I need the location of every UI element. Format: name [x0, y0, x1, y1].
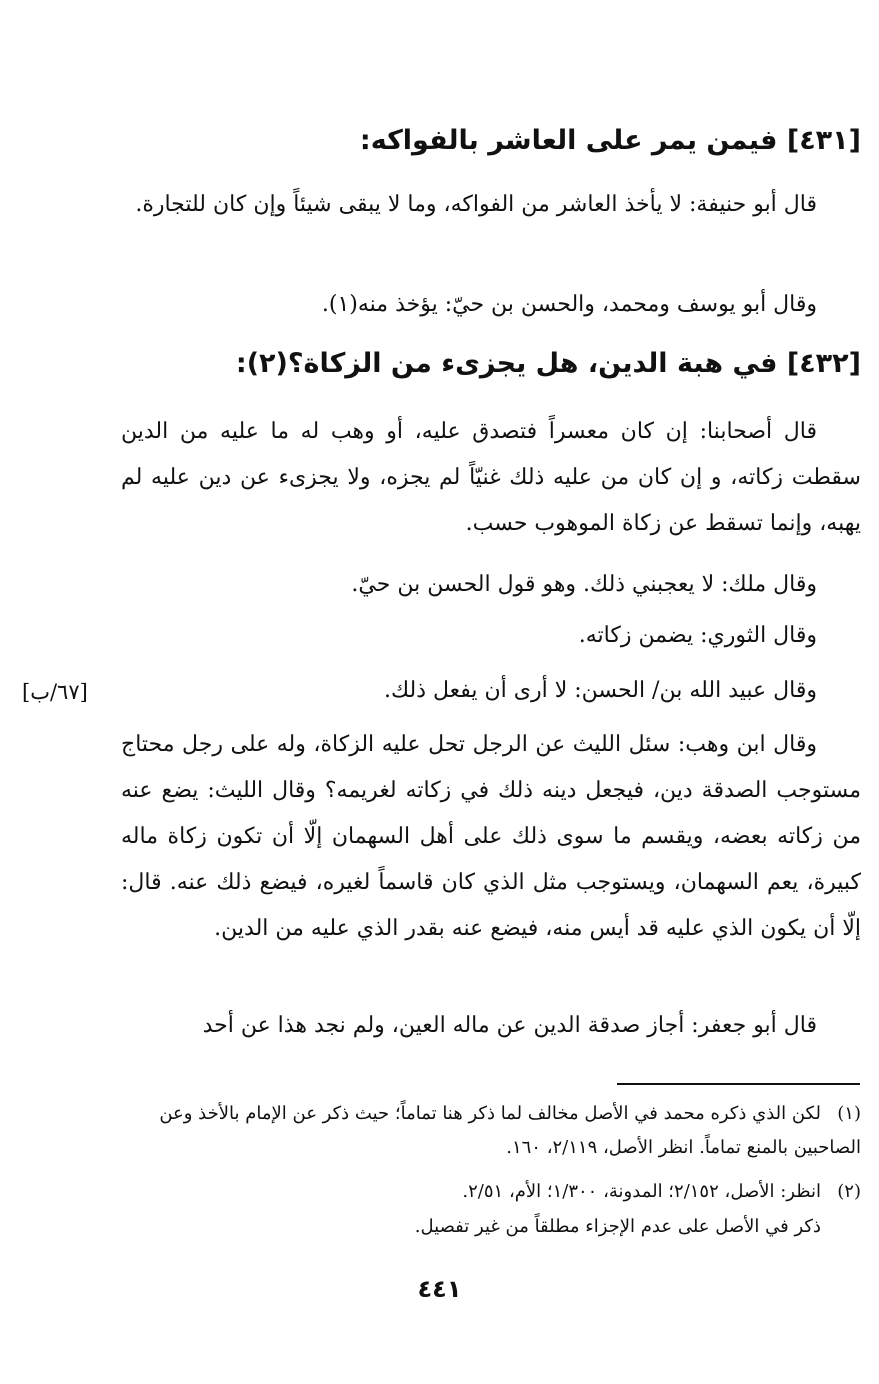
paragraph-abu-jafar: قال أبو جعفر: أجاز صدقة الدين عن ماله العين، ولم نجد هذا عن أحد — [202, 1013, 817, 1038]
paragraph-ubaydullah: وقال عبيد الله بن/ الحسن: لا أرى أن يفعل ذلك. — [383, 678, 817, 703]
section-heading-432: [٤٣٢] في هبة الدين، هل يجزىء من الزكاة؟(٢): — [235, 348, 861, 379]
footnote-2-number: (٢) — [837, 1181, 861, 1202]
footnote-2-text: انظر: الأصل، ٢/١٥٢؛ المدونة، ١/٣٠٠؛ الأم، ٢/٥١. — [462, 1181, 821, 1202]
paragraph-malik: وقال ملك: لا يعجبني ذلك. وهو قول الحسن بن حيّ. — [351, 572, 817, 597]
paragraph-abu-hanifa: قال أبو حنيفة: لا يأخذ العاشر من الفواكه، وما لا يبقى شيئاً وإن كان للتجارة. — [135, 192, 817, 217]
manuscript-folio-marker: [٦٧/ب] — [22, 680, 88, 704]
paragraph-thawri: وقال الثوري: يضمن زكاته. — [578, 623, 817, 648]
paragraph-ibn-wahb: وقال ابن وهب: سئل الليث عن الرجل تحل عليه الزكاة، وله على رجل محتاج مستوجب الصدقة دين، فيجعل دينه ذلك في زكاته لغريمه؟ وقال الليث: يضع عنه من زكاته بعضه، ويقسم ما سوى ذلك على أهل السهمان إلّا أن تكون زكاة ماله كبيرة، يعم السهمان، ويستوجب مثل الذي كان قاسماً لغيره، فيضع ذلك عنه. قال: إلّا أن يكون الذي عليه قد أيس منه، فيضع عنه بقدر الذي عليه من الدين. — [121, 732, 861, 941]
footnote-1-number: (١) — [837, 1103, 861, 1124]
footnote-divider — [617, 1083, 860, 1085]
footnote-2-continuation: ذكر في الأصل على عدم الإجزاء مطلقاً من غير تفصيل. — [414, 1216, 821, 1237]
footnote-2 — [116, 1175, 861, 1209]
paragraph-abu-yusuf: وقال أبو يوسف ومحمد، والحسن بن حيّ: يؤخذ منه(١). — [321, 292, 817, 317]
section-heading-431: [٤٣١] فيمن يمر على العاشر بالفواكه: — [359, 125, 861, 156]
paragraph-ashabuna: قال أصحابنا: إن كان معسراً فتصدق عليه، أو وهب له ما عليه من الدين سقطت زكاته، و إن كان من عليه ذلك غنيّاً لم يجزه، ولا يجزىء عن دين عليه لم يهبه، وإنما تسقط عن زكاة الموهوب حسب. — [121, 419, 861, 536]
page-number: ٤٤١ — [417, 1275, 462, 1303]
footnote-1-text: لكن الذي ذكره محمد في الأصل مخالف لما ذكر هنا تماماً؛ حيث ذكر عن الإمام بالأخذ وعن الصاحبين بالمنع تماماً. انظر الأصل، ٢/١١٩، ١٦٠. — [159, 1103, 861, 1158]
footnote-1 — [116, 1097, 861, 1165]
